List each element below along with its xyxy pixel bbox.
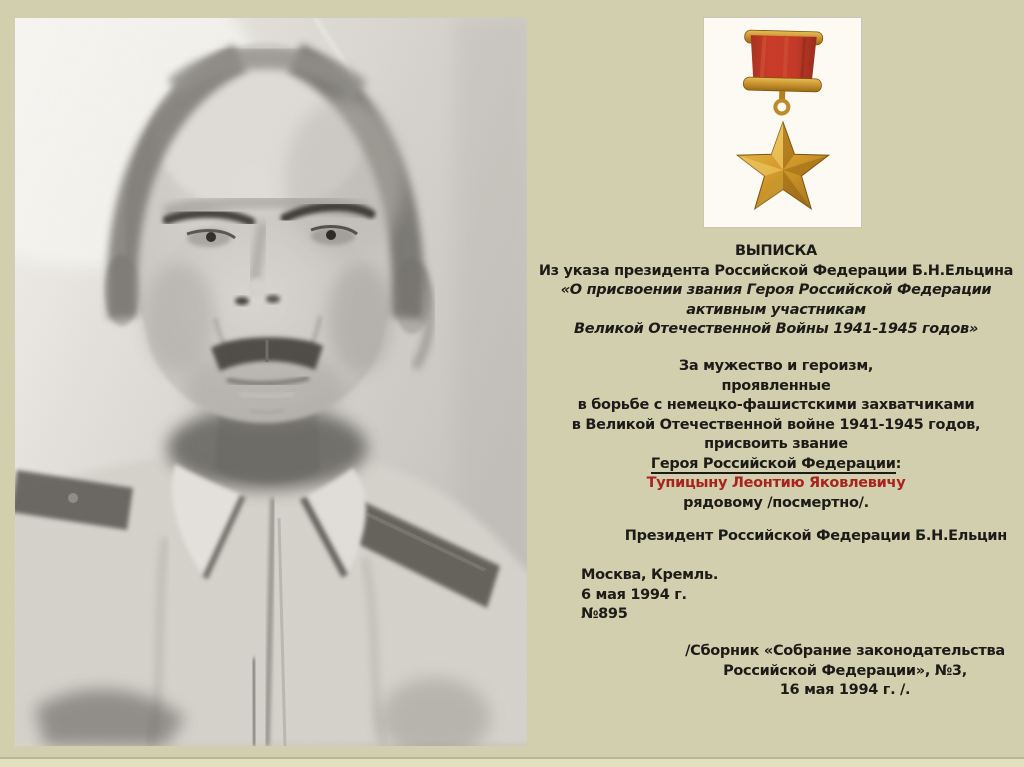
decree-quote-line-1: «О присвоении звания Героя Российской Федерации xyxy=(560,282,992,298)
decree-header xyxy=(537,242,1015,340)
gold-star-medal-icon xyxy=(704,18,861,227)
decree-body-line-1: За мужество и героизм, xyxy=(678,358,874,374)
decree-quote-line-2: активным участникам xyxy=(686,301,866,318)
place-date-block xyxy=(581,566,718,625)
decree-body-line-5: присвоить звание xyxy=(704,436,848,452)
rank-line: рядовому /посмертно/. xyxy=(683,494,869,511)
decree-title: ВЫПИСКА xyxy=(735,243,817,259)
decree-body-line-3: в борьбе с немецко-фашистскими захватчиками xyxy=(577,397,975,413)
award-title-line xyxy=(537,455,1015,475)
decree-body xyxy=(537,357,1015,513)
bottom-strip xyxy=(0,757,1024,767)
signature-line: Президент Российской Федерации Б.Н.Ельцин xyxy=(624,528,1007,544)
decree-quote-line-3: Великой Отечественной Войны 1941-1945 годов» xyxy=(574,321,978,337)
source-line-2: Российской Федерации», №3, xyxy=(723,662,967,679)
award-title-colon: : xyxy=(895,455,902,472)
decree-number-line: №895 xyxy=(581,606,628,622)
film-grain-overlay xyxy=(15,18,527,746)
medal-card xyxy=(704,18,861,227)
recipient-name: Тупицыну Леонтию Яковлевичу xyxy=(646,475,906,491)
award-title-underlined: Героя Российской Федерации xyxy=(650,455,896,472)
source-line-3: 16 мая 1994 г. /. xyxy=(779,682,911,698)
source-block xyxy=(670,642,1020,701)
decree-body-line-2: проявленные xyxy=(721,377,831,394)
date-line: 6 мая 1994 г. xyxy=(581,586,687,603)
portrait-photo xyxy=(15,18,527,746)
place-line: Москва, Кремль. xyxy=(581,567,719,583)
decree-body-line-4: в Великой Отечественной войне 1941-1945 годов, xyxy=(571,416,981,433)
decree-subtitle: Из указа президента Российской Федерации Б.Н.Ельцина xyxy=(538,262,1014,279)
source-line-1: /Сборник «Собрание законодательства xyxy=(685,643,1005,659)
